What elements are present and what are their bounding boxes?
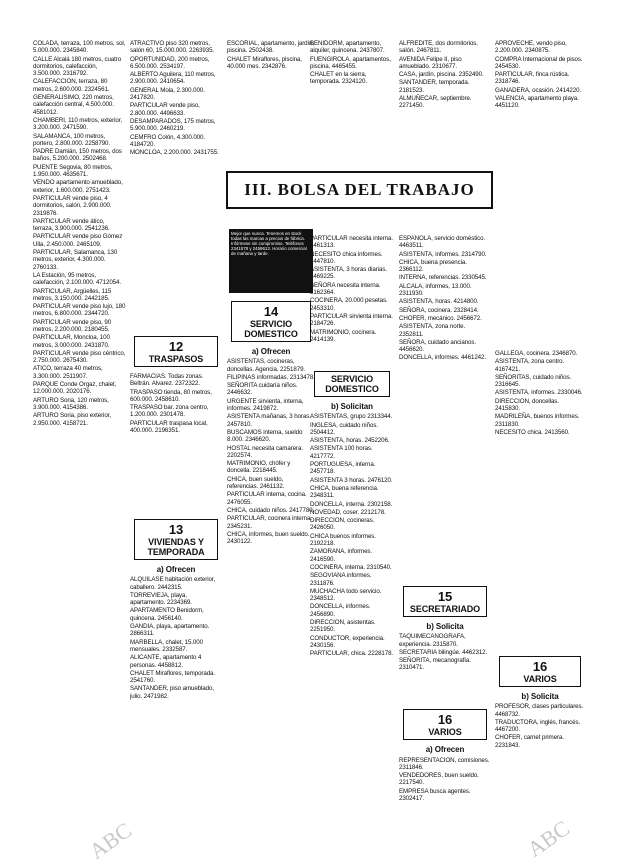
classified-ad: SECRETARIA bilingüe. 4462312. [399,648,488,656]
classified-ad: ALFREDITE, dos dormitorios, salón. 2467811. [399,40,478,55]
classified-ad: TRASPASO bar, zona centro, 1.200.000. 2301478. [130,404,209,419]
classified-ad: COMPRA Internacional de pisos. 2454530. [495,55,583,70]
classified-ad: CEMFRO Colón, 4.300.000. 4184720. [130,133,205,148]
column-2-top [130,40,222,330]
section-label: SERVICIO DOMESTICO [325,374,379,394]
classified-ad: CHICA, buena referencia. 2348311. [310,484,379,500]
classified-ad: CHICA, cuidado niños. 2417780. [227,506,315,514]
classified-ad: PADRE Damián, 150 metros, dos baños, 5.200.000. 2502468. [33,148,122,163]
classified-ad: GANDIA, playa, apartamento. 2866311. [130,623,210,638]
classified-ad: COCINERA, interna. 2310540. [310,563,392,571]
classified-ad: DESAMPARADOS, 175 metros, 5.900.000. 2460219. [130,117,216,133]
section-label: SECRETARIADO [409,604,481,614]
classified-ad: PARTICULAR vende piso lujo, 180 metros, 6.800.000. 2344720. [33,303,126,318]
column-2-traspasos [130,373,222,513]
classified-ad: FUENGIROLA, apartamentos, piscina. 4465455. [310,55,391,70]
section-label: SERVICIO DOMESTICO [244,319,298,339]
column-1 [33,40,126,858]
classified-ad: ARTURO Soria, 120 metros, 3.900.000. 4154386. [33,396,109,411]
classified-ad: PARTICULAR vende piso, 2.800.000. 4496633. [130,102,200,117]
classified-ad: VENDEDORES, buen sueldo. 2217540. [399,772,479,787]
classified-ad: PARTICULAR vende piso, 90 metros, 2.200.000. 2180455. [33,318,112,333]
classified-ad: TORREVIEJA, playa, apartamento. 2234369. [130,591,192,607]
classified-ad: PARTICULAR vende piso Gómez Ulla, 2.450.000. 2465109. [33,233,123,248]
section-varios-solicita [499,656,581,687]
classified-ad: PARTICULAR interna, cocina. 2476055. [227,491,307,506]
classified-ad: SEÑORITAS, cuidado niños. 2316645. [495,373,572,389]
section-label: VIVIENDAS Y TEMPORADA [147,537,205,557]
classified-ad: SEÑORITA, mecanografía. 2310471. [399,657,471,672]
classified-ad: MADRILEÑA, buenos informes. 2311830. [495,413,580,428]
classified-ad: COCINERA, 20.000 pesetas. 2453310. [310,297,388,312]
classified-ad: FILIPINAS informadas. 2313478. [227,373,315,381]
column-6 [495,40,585,858]
classified-ad: ATRACTIVO piso 320 metros, salón 60, 15.000.000. 2263935. [130,40,215,55]
column-5-secretariado [399,633,491,703]
classified-ad: SEGOVIANA informes. 2311876. [310,572,372,587]
classified-ad: HOSTAL necesita camarera. 2202574. [227,444,303,459]
classified-ad: ESPAÑOLA, servicio doméstico. 4463511. [399,235,486,250]
section-sub: b) Solicita [521,692,559,701]
classified-ad: PARTICULAR, cocinera interna. 2345231. [227,515,312,530]
classified-ad: VALENCIA, apartamento playa. 4451120. [495,95,579,110]
classified-ad: MUCHACHA todo servicio. 2348512. [310,587,382,603]
classified-ad: ASISTENTA, informes. 2330046. [495,389,583,397]
section-secretariado [403,586,487,617]
classified-ad: GALLEGA, cocinera. 2346870. [495,350,578,357]
classified-ad: CHOFER, carnet primera. 2231843. [495,734,564,749]
column-4-servicio [310,413,394,657]
classified-ad: ASISTENTA mañanas, 3 horas. 2457810. [227,413,311,428]
classified-ad: PARTICULAR sirvienta interna. 2184726. [310,312,393,328]
classified-ad: PUENTE Segovia, 80 metros, 1.950.000. 4635671. [33,163,113,179]
section-sub: a) Ofrecen [156,565,196,574]
classified-ad: LA Estación, 95 metros, calefacción, 2.100.000. 4712054. [33,271,121,287]
classified-ad: ALMUÑECAR, septiembre. 2271450. [399,95,472,110]
classified-ad: MARBELLA, chalet, 15.000 mensuales. 2332587. [130,638,203,653]
classified-ad: BENIDORM, apartamento, alquiler, quincena. 2437807. [310,40,385,55]
classified-ad: DIRECCION, doncellas. 2415830. [495,397,559,413]
classified-ad: EMPRESA busca agentes. 2302417. [399,787,471,803]
classified-ad: INTERNA, referencias. 2330545. [399,274,487,282]
classified-ad: CHICA, buena presencia. 2366112. [399,258,467,274]
classified-ad: PORTUGUESA, interna. 2457718. [310,461,376,476]
classified-ad: TRADUCTORA, inglés, francés. 4467200. [495,718,581,734]
section-number: 15 [437,589,453,604]
classified-ad: DONCELLA, informes. 2456890. [310,603,371,618]
column-3-servicio [227,358,315,545]
classified-ad: GENERAL Mola, 2.300.000. 2417820. [130,86,205,102]
classified-ad: PARTICULAR traspasa local, 400.000. 2196351. [130,419,208,435]
classified-ad: DIRECCION, asistentas. 2251950. [310,619,376,634]
section-sub: b) Solicitan [331,402,373,411]
classified-ad: NECESITO chica. 2413560. [495,428,570,436]
classified-ad: NOVEDAD, coser. 2212178. [310,508,386,516]
classified-ad: APROVECHE, vendo piso, 2.200.000. 2340875. [495,40,567,55]
classified-ad: PROFESOR, clases particulares. 4468732. [495,703,584,718]
classified-ad: GANADERA, ocasión. 2414220. [495,86,582,94]
classified-ad: OPORTUNIDAD, 200 metros, 6.500.000. 2534197. [130,55,210,70]
section-traspasos [134,336,218,367]
classified-ad: CONDUCTOR, experiencia. 2430156. [310,634,385,649]
classified-ad: AVENIDA Felipe II, piso amueblado. 2310677. [399,55,462,70]
classified-ad: REPRESENTACION, comisiones. 2311846. [399,756,490,771]
classified-ad: ZAMORANA, informes. 2416590. [310,548,373,563]
column-5 [399,40,491,858]
classified-ad: ASISTENTA 3 horas. 2476120. [310,476,393,484]
classified-ad: PARTICULAR, Salamanca, 130 metros, exterior, 4.300.000. 2760133. [33,249,118,271]
classified-ad: CASA, jardín, piscina. 2352490. [399,71,484,79]
classified-ad: APARTAMENTO Benidorm, quincena. 2456140. [130,607,204,622]
column-5-top [399,40,491,165]
column-6-varios [495,703,585,749]
classified-ad: ASISTENTAS, cocineras, doncellas. Agencia. 2251879. [227,358,306,373]
classified-ad: CHALET en la sierra, temporada. 2324120. [310,71,367,86]
classified-ad: FARMACIAS. Todas zonas. Beltrán. Alvarez. 2372322. [130,373,204,388]
classified-ad: MATRIMONIO, cocinera. 2414139. [310,328,377,343]
column-2-viviendas [130,576,222,700]
classified-ad: SALAMANCA, 100 metros, portero, 2.800.000. 2258790. [33,132,111,147]
section-varios-ofrecen [403,709,487,740]
classified-ad: CHALET Miraflores, temporada. 2541760. [130,669,216,685]
column-4 [310,40,394,858]
banner-title: III. BOLSA DEL TRABAJO [244,180,475,199]
classified-ad: TRASPASO tienda, 80 metros, 600.000. 2458610. [130,388,212,403]
boxed-advertisement: Mejor que nunca. Tenemos en stock todas las marcas a precios de fábrica. Infórmese sin compromiso. Teléfonos 2341578 y 2459613. Horario comercial de mañana y tarde. [229,229,313,293]
classified-ad: CHICA buenos informes. 2192218. [310,532,376,548]
classified-ad: PARQUE Conde Orgaz, chalet, 12.000.000. 2020176. [33,381,117,396]
column-5-varios [399,757,491,803]
classified-ad: SEÑORA, cocinera. 2328414. [399,306,479,314]
classified-ad: ASISTENTA, zona norte. 2352811. [399,323,466,338]
column-6-top [495,40,585,350]
classified-ad: ASISTENTA, horas. 4214800. [399,298,479,306]
classified-ad: ASISTENTA, zona centro. 4167421. [495,358,565,373]
classified-ad: INGLESA, cuidado niños. 2504412. [310,421,378,436]
section-sub: a) Ofrecen [251,347,291,356]
classified-ad: CHICA, informes, buen sueldo. 2430122. [227,530,310,546]
classified-ad: ALBERTO Aguilera, 110 metros, 2.900.000. 2410654. [130,71,216,86]
classified-ad: CHICA, buen sueldo, referencias. 2461132. [227,475,285,491]
watermark-abc-right: ABC [522,815,575,862]
classified-ad: DONCELLA, interna. 2302158. [310,500,393,508]
classified-ad: ALQUILASE habitación exterior, caballero. 2442315. [130,576,216,591]
classified-ad: PARTICULAR vende piso, 4 dormitorios, salón, 2.900.000. 2319876. [33,194,112,217]
classified-ad: ARTURO Soria, piso exterior, 2.950.000. 4158721. [33,412,111,427]
classified-ad: SEÑORITA cuidaría niños. 2446632. [227,382,298,397]
classified-ad: GENERALISIMO, 220 metros, calefacción central, 4.500.000. 4581012. [33,94,114,116]
classified-ad: SANTANDER, piso amueblado, julio. 2471982. [130,685,214,700]
column-3-top [227,40,315,165]
classified-ad: BUSCAMOS interna, sueldo 8.000. 2346620. [227,428,303,444]
column-3 [227,40,315,858]
classified-ad: SEÑORA necesita interna. 2162364. [310,281,381,297]
watermark-abc-left: ABC [84,817,137,864]
classified-ad: URGENTE sirvienta, interna, informes. 2419872. [227,397,304,413]
classified-ad: PARTICULAR vende ático, terraza, 3.900.000. 2541236. [33,217,110,233]
classified-ad: ASISTENTA, 3 horas diarias. 2469225. [310,266,387,281]
classified-ad: ASISTENTA, horas. 2452206. [310,437,390,445]
classified-ad: PARTICULAR, chica. 2228178. [310,650,394,658]
classified-ad: ASISTENTA, informes. 2314790. [399,250,487,258]
classified-ad: TAQUIMECANOGRAFA, experiencia. 2315870. [399,633,466,648]
classified-ad: ALCALA, informes, 13.000. 2311930. [399,282,472,298]
classified-ad: CHALET Miraflores, piscina, 40.000 mes. 2342876. [227,55,302,70]
section-servicio-domestico-solicitan [314,371,390,397]
section-sub: a) Ofrecen [425,745,465,755]
classified-ad: CHAMBERI, 110 metros, exterior, 3.200.000. 2471590. [33,116,122,132]
classified-ad: COLADA, terraza, 100 metros, sol, 5.000.000. 2345840. [33,40,126,55]
classified-ad: SANTANDER, temporada. 2181523. [399,79,470,94]
classified-ad: PARTICULAR vende piso céntrico, 2.750.000. 2675430. [33,349,126,365]
section-servicio-domestico [231,301,311,342]
classified-ad: NECESITO chica informes. 2447810. [310,250,383,265]
classified-ad: SEÑORA, cuidado ancianos. 4456620. [399,338,476,354]
column-4-mid [310,235,394,365]
column-4-top [310,40,394,165]
classified-ad: DIRECCION, cocineras. 2426050. [310,517,375,532]
column-5-mid [399,235,491,580]
section-number: 16 [437,712,453,728]
classified-ad: VENDO apartamento amueblado, exterior, 1.600.000. 2751423. [33,179,123,194]
classified-ad: PARTICULAR, finca rústica. 2318746. [495,71,570,86]
classified-ad: CHOFER, mecánico. 2456672. [399,314,482,322]
classified-ad: ALICANTE, apartamento 4 personas. 4458812. [130,654,202,669]
column-6-mid [495,350,585,650]
column-2 [130,40,222,858]
section-number: 13 [168,522,184,537]
classified-ad: PARTICULAR, Argüelles, 115 metros, 3.150.000. 2442185. [33,287,112,302]
classified-ad: ATICO, terraza 40 metros, 3.300.000. 2511907. [33,365,103,380]
section-label: VARIOS [523,674,557,684]
classified-ad: ASISTENTAS, grupo 2313344. [310,413,393,421]
section-sub: b) Solicita [426,622,464,631]
section-label: VARIOS [428,727,462,738]
classified-ad: MONCLOA, 2.200.000. 2431755. [130,149,219,157]
classified-ad: CALEFACCION, terraza, 80 metros, 2.600.000. 2324561. [33,78,110,93]
classified-ad: PARTICULAR necesita interna. 4461313. [310,235,393,250]
section-number: 12 [168,339,184,354]
classified-ad: ESCORIAL, apartamento, jardín, piscina. 2502438. [227,40,315,55]
classified-ad: DONCELLA, informes. 4461242. [399,354,486,362]
classified-ad: MATRIMONIO, chófer y doncella. 2218445. [227,460,291,475]
section-label: TRASPASOS [148,354,204,364]
classified-ad: PARTICULAR, Moncloa, 100 metros, 3.000.000. 2431870. [33,334,110,349]
section-viviendas [134,519,218,560]
section-number: 16 [532,659,548,674]
section-number: 14 [263,304,279,319]
classified-ad: ASISTENTA 100 horas. 4217772. [310,445,373,460]
classified-ad: CALLE Alcalá 180 metros, cuatro dormitorios, calefacción, 3.500.000. 2316792. [33,55,122,78]
